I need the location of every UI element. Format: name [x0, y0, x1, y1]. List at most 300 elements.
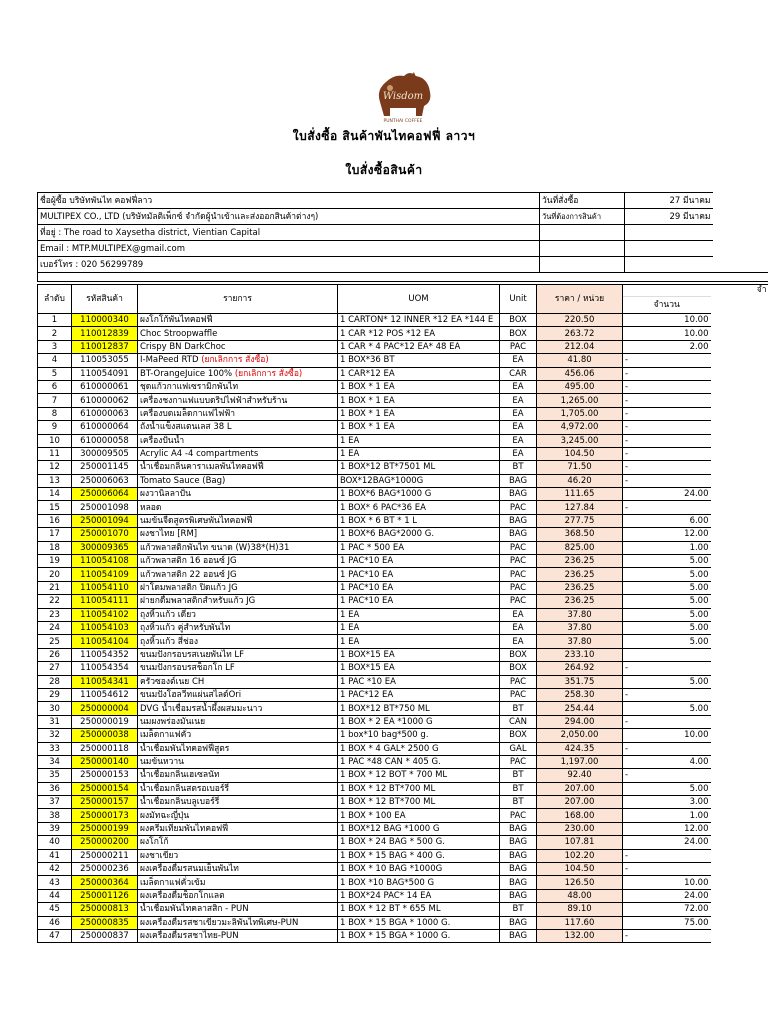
unit-price: 368.50 [537, 528, 623, 541]
table-row [38, 688, 768, 701]
product-unit: EA [500, 407, 537, 420]
company-email: Email : MTP.MULTIPEX@gmail.com [38, 241, 540, 257]
product-name-text: Choc Stroopwaffle [140, 328, 218, 339]
product-name-text: แก้วพลาสติก 16 ออนซ์ JG [140, 556, 237, 567]
product-unit: BAG [500, 488, 537, 501]
product-unit: BT [500, 903, 537, 916]
product-name-text: ถุงหิ้วแก้ว สี่ช่อง [140, 636, 198, 647]
product-code: 110054108 [72, 555, 138, 568]
order-quantity: - [623, 447, 711, 460]
product-code: 250000173 [72, 809, 138, 822]
product-name [138, 903, 338, 916]
product-uom: 1 BOX * 15 BGA * 1000 G. [338, 929, 500, 942]
table-row [38, 568, 768, 581]
product-uom: 1 BOX*6 BAG*1000 G [338, 488, 500, 501]
product-code: 110054104 [72, 635, 138, 648]
order-quantity: 5.00 [623, 702, 711, 715]
product-name-text: น้ำเชื่อมกลิ่นบลูเบอร์รี่ [140, 797, 220, 808]
product-uom: 1 BOX * 1 EA [338, 407, 500, 420]
product-code: 250001126 [72, 889, 138, 902]
unit-price: 207.00 [537, 796, 623, 809]
order-quantity: - [623, 380, 711, 393]
product-uom: 1 PAC*12 EA [338, 688, 500, 701]
product-unit: BOX [500, 314, 537, 327]
product-name-text: เมล็ดกาแฟคั่ว [140, 730, 192, 741]
product-name [138, 488, 338, 501]
product-name-text: ผงเครื่องดื่มรสนมเย็นพันไท [140, 864, 239, 875]
product-uom: 1 BOX*15 EA [338, 648, 500, 661]
product-name-text: ผงวานิลลาปั่น [140, 489, 191, 500]
product-uom: 1 PAC *10 EA [338, 675, 500, 688]
row-number: 15 [38, 501, 72, 514]
unit-price: 2,050.00 [537, 729, 623, 742]
product-name [138, 581, 338, 594]
header-unit: Unit [500, 285, 537, 314]
product-unit: EA [500, 621, 537, 634]
table-row [38, 876, 768, 889]
product-unit: BAG [500, 514, 537, 527]
table-row [38, 528, 768, 541]
order-quantity: 24.00 [623, 889, 711, 902]
product-name-text: I-MaPeed RTD [140, 355, 199, 366]
product-unit: BT [500, 702, 537, 715]
product-code: 250000038 [72, 729, 138, 742]
table-row [38, 354, 768, 367]
product-unit: PAC [500, 541, 537, 554]
order-quantity: - [623, 434, 711, 447]
product-unit: PAC [500, 581, 537, 594]
row-number: 30 [38, 702, 72, 715]
product-name [138, 782, 338, 795]
product-name-text: ชุดแก้วกาแฟเซรามิกพันไท [140, 382, 239, 393]
table-row [38, 822, 768, 835]
order-quantity: 5.00 [623, 635, 711, 648]
unit-price: 264.92 [537, 662, 623, 675]
product-code: 250000019 [72, 715, 138, 728]
order-quantity [623, 648, 711, 661]
row-number: 7 [38, 394, 72, 407]
table-row [38, 488, 768, 501]
row-number: 41 [38, 849, 72, 862]
product-code: 250000200 [72, 836, 138, 849]
table-row [38, 461, 768, 474]
order-quantity: - [623, 421, 711, 434]
unit-price: 126.50 [537, 876, 623, 889]
order-quantity: - [623, 849, 711, 862]
product-uom: 1 BOX*12 BT*7501 ML [338, 461, 500, 474]
product-code: 110012837 [72, 340, 138, 353]
product-name [138, 407, 338, 420]
product-code: 250001094 [72, 514, 138, 527]
product-unit: EA [500, 635, 537, 648]
product-code: 300009365 [72, 541, 138, 554]
product-code: 610000063 [72, 407, 138, 420]
product-name-text: ฝายกดื่มพลาสติกสำหรับแก้ว JG [140, 596, 256, 607]
product-name-text: ถังน้ำแข็งสแตนเลส 38 L [140, 422, 232, 433]
product-name-text: ผงโกโก้พันไทคอฟฟี่ [140, 315, 213, 326]
table-row [38, 662, 768, 675]
product-code: 110054354 [72, 662, 138, 675]
product-name [138, 796, 338, 809]
order-quantity: 1.00 [623, 809, 711, 822]
row-number: 5 [38, 367, 72, 380]
unit-price: 71.50 [537, 461, 623, 474]
order-quantity: - [623, 662, 711, 675]
buyer-name: ชื่อผู้ซื้อ บริษัทพันไท คอฟฟี่ลาว [38, 193, 540, 209]
product-name-text: ผงเครื่องดื่มช็อกโกแลต [140, 890, 225, 901]
product-uom: 1 PAC*10 EA [338, 555, 500, 568]
order-quantity: 10.00 [623, 327, 711, 340]
row-number: 40 [38, 836, 72, 849]
product-name-text: ขนมปังกรอบรสเนยพันไท LF [140, 649, 245, 660]
unit-price: 263.72 [537, 327, 623, 340]
row-number: 34 [38, 755, 72, 768]
table-row [38, 796, 768, 809]
product-code: 250000813 [72, 903, 138, 916]
order-quantity: 2.00 [623, 340, 711, 353]
product-uom: 1 BOX * 100 EA [338, 809, 500, 822]
product-code: 110054109 [72, 568, 138, 581]
table-row [38, 621, 768, 634]
product-name [138, 929, 338, 942]
product-name [138, 715, 338, 728]
product-name-text: น้ำเชื่อมกลิ่นเฮเซลนัท [140, 770, 220, 781]
order-quantity: - [623, 354, 711, 367]
row-number: 18 [38, 541, 72, 554]
header-uom: UOM [338, 285, 500, 314]
unit-price: 277.75 [537, 514, 623, 527]
product-code: 250000140 [72, 755, 138, 768]
product-name [138, 621, 338, 634]
product-name-text: เมล็ดกาแฟคั่วเข้ม [140, 877, 206, 888]
product-uom: 1 PAC*10 EA [338, 568, 500, 581]
product-code: 610000064 [72, 421, 138, 434]
table-row [38, 340, 768, 353]
unit-price: 48.00 [537, 889, 623, 902]
table-row [38, 474, 768, 487]
row-number: 10 [38, 434, 72, 447]
unit-price: 1,705.00 [537, 407, 623, 420]
product-uom: 1 BOX * 15 BGA * 1000 G. [338, 916, 500, 929]
table-row [38, 421, 768, 434]
row-number: 32 [38, 729, 72, 742]
row-number: 22 [38, 595, 72, 608]
order-quantity: 5.00 [623, 675, 711, 688]
product-code: 110054111 [72, 595, 138, 608]
order-quantity: - [623, 501, 711, 514]
product-uom: 1 EA [338, 434, 500, 447]
product-uom: 1 BOX * 2 EA *1000 G [338, 715, 500, 728]
product-uom: 1 BOX * 1 EA [338, 380, 500, 393]
table-row [38, 595, 768, 608]
product-name-text: ผงครีมเทียมพันไทคอฟฟี่ [140, 824, 229, 835]
order-quantity: 75.00 [623, 916, 711, 929]
unit-price: 102.20 [537, 849, 623, 862]
product-name [138, 474, 338, 487]
header-price: ราคา / หน่วย [537, 285, 623, 314]
product-name-text: เครื่องปั่นน้ำ [140, 435, 185, 446]
table-row [38, 501, 768, 514]
product-name [138, 822, 338, 835]
row-number: 37 [38, 796, 72, 809]
product-uom: 1 BOX * 24 BAG * 500 G. [338, 836, 500, 849]
product-uom: 1 CAR * 4 PAC*12 EA* 48 EA [338, 340, 500, 353]
product-uom: 1 CAR *12 POS *12 EA [338, 327, 500, 340]
product-uom: 1 BOX * 15 BAG * 400 G. [338, 849, 500, 862]
product-code: 110054102 [72, 608, 138, 621]
product-code: 250000153 [72, 769, 138, 782]
product-name-text: แก้วพลาสติกพันไท ขนาด (W)38*(H)31 [140, 542, 290, 553]
product-name-text: ผงมัทฉะญี่ปุ่น [140, 810, 190, 821]
table-row [38, 889, 768, 902]
order-quantity: 72.00 [623, 903, 711, 916]
product-name-text: น้ำเชื่อมกลิ่นคาราเมลพันไทคอฟฟี่ [140, 462, 264, 473]
table-row [38, 608, 768, 621]
table-row [38, 863, 768, 876]
product-code: 110054352 [72, 648, 138, 661]
order-quantity: 10.00 [623, 729, 711, 742]
product-name-text: น้ำเชื่อมพันไทคลาสสิก - PUN [140, 904, 249, 915]
table-row [38, 769, 768, 782]
header-no: ลำดับ [38, 285, 72, 314]
order-date-label: วันที่สั่งซื้อ [540, 193, 625, 209]
product-unit: BT [500, 461, 537, 474]
product-code: 250000835 [72, 916, 138, 929]
unit-price: 236.25 [537, 581, 623, 594]
product-unit: BT [500, 782, 537, 795]
order-quantity: - [623, 742, 711, 755]
product-name [138, 555, 338, 568]
product-name [138, 434, 338, 447]
product-unit: PAC [500, 501, 537, 514]
table-row [38, 541, 768, 554]
order-quantity: 5.00 [623, 621, 711, 634]
product-unit: BOX [500, 662, 537, 675]
product-uom: BOX*12BAG*1000G [338, 474, 500, 487]
order-quantity: 5.00 [623, 782, 711, 795]
product-name [138, 769, 338, 782]
product-name [138, 340, 338, 353]
product-name [138, 541, 338, 554]
row-number: 23 [38, 608, 72, 621]
product-unit: EA [500, 421, 537, 434]
product-name-text: DVG น้ำเชื่อมรสน้ำผึ้งผสมมะนาว [140, 703, 263, 714]
header-name: รายการ [138, 285, 338, 314]
product-uom: 1 EA [338, 635, 500, 648]
product-name-text: ถุงหิ้วแก้ว เดี่ยว [140, 609, 196, 620]
product-unit: BAG [500, 836, 537, 849]
order-quantity: 5.00 [623, 555, 711, 568]
product-unit: CAN [500, 715, 537, 728]
table-row [38, 447, 768, 460]
unit-price: 37.80 [537, 621, 623, 634]
product-unit: CAR [500, 367, 537, 380]
row-number: 13 [38, 474, 72, 487]
product-name-text: เครื่องบดเมล็ดกาแฟไฟฟ้า [140, 408, 236, 419]
unit-price: 212.04 [537, 340, 623, 353]
order-quantity: 24.00 [623, 836, 711, 849]
product-name [138, 889, 338, 902]
unit-price: 111.65 [537, 488, 623, 501]
row-number: 36 [38, 782, 72, 795]
table-row [38, 407, 768, 420]
product-name-text: Acrylic A4 -4 compartments [140, 449, 259, 460]
row-number: 14 [38, 488, 72, 501]
product-uom: 1 BOX * 12 BOT * 700 ML [338, 769, 500, 782]
product-name-text: BT-OrangeJuice 100% [140, 368, 233, 379]
product-name [138, 675, 338, 688]
product-unit: EA [500, 608, 537, 621]
order-quantity: - [623, 394, 711, 407]
product-uom: 1 BOX * 1 EA [338, 394, 500, 407]
product-name-text: นมข้นจืดสูตรพิเศษพันไทคอฟฟี่ [140, 516, 253, 527]
product-uom: 1 EA [338, 621, 500, 634]
order-quantity: 1.00 [623, 541, 711, 554]
product-unit: EA [500, 354, 537, 367]
table-row [38, 903, 768, 916]
product-code: 610000061 [72, 380, 138, 393]
product-name [138, 836, 338, 849]
product-uom: 1 BOX * 10 BAG *1000G [338, 863, 500, 876]
product-name [138, 662, 338, 675]
table-row [38, 929, 768, 942]
product-uom: 1 BOX* 6 PAC*36 EA [338, 501, 500, 514]
row-number: 4 [38, 354, 72, 367]
row-number: 35 [38, 769, 72, 782]
row-number: 46 [38, 916, 72, 929]
product-name [138, 729, 338, 742]
order-quantity: 10.00 [623, 314, 711, 327]
product-code: 110054110 [72, 581, 138, 594]
header-code: รหัสสินค้า [72, 285, 138, 314]
product-code: 110054103 [72, 621, 138, 634]
product-name-text: Tomato Sauce (Bag) [140, 475, 226, 486]
product-uom: 1 PAC*10 EA [338, 581, 500, 594]
table-row [38, 836, 768, 849]
product-code: 250006063 [72, 474, 138, 487]
table-row [38, 809, 768, 822]
unit-price: 236.25 [537, 595, 623, 608]
table-row [38, 635, 768, 648]
table-row [38, 648, 768, 661]
order-quantity: 5.00 [623, 595, 711, 608]
product-uom: 1 BOX*15 EA [338, 662, 500, 675]
product-name-text: ถุงหิ้วแก้ว คู่สำหรับพันไท [140, 623, 231, 634]
product-name-text: ขนมปังกรอบรสช็อกโก LF [140, 663, 235, 674]
product-uom: 1 BOX * 12 BT*700 ML [338, 796, 500, 809]
row-number: 24 [38, 621, 72, 634]
order-quantity: - [623, 715, 711, 728]
product-name-text: แก้วพลาสติก 22 ออนซ์ JG [140, 569, 237, 580]
order-info-table [37, 192, 768, 282]
order-quantity: - [623, 863, 711, 876]
product-uom: 1 BOX * 1 EA [338, 421, 500, 434]
product-name [138, 595, 338, 608]
row-number: 33 [38, 742, 72, 755]
row-number: 17 [38, 528, 72, 541]
table-row [38, 755, 768, 768]
product-name-text: ผงชาไทย [RM] [140, 529, 198, 540]
product-name-text: ผงโกโก้ [140, 837, 169, 848]
product-code: 250000211 [72, 849, 138, 862]
product-name-text: ขนมปังโฮลวีทแผ่นสไลด์Ori [140, 690, 242, 701]
product-code: 110054612 [72, 688, 138, 701]
product-name [138, 367, 338, 380]
header-qty-top: จำ [623, 285, 768, 297]
row-number: 21 [38, 581, 72, 594]
unit-price: 254.44 [537, 702, 623, 715]
row-number: 44 [38, 889, 72, 902]
product-name-text: น้ำเชื่อมกลิ่นสตรอเบอร์รี่ [140, 783, 230, 794]
product-unit: PAC [500, 595, 537, 608]
table-row [38, 581, 768, 594]
product-name [138, 568, 338, 581]
product-unit: BAG [500, 528, 537, 541]
unit-price: 104.50 [537, 863, 623, 876]
product-unit: BAG [500, 849, 537, 862]
unit-price: 456.06 [537, 367, 623, 380]
company-logo [370, 68, 436, 124]
product-uom: 1 EA [338, 447, 500, 460]
unit-price: 424.35 [537, 742, 623, 755]
product-unit: BT [500, 769, 537, 782]
product-uom: 1 BOX * 12 BT*700 ML [338, 782, 500, 795]
unit-price: 92.40 [537, 769, 623, 782]
row-number: 16 [38, 514, 72, 527]
table-row [38, 367, 768, 380]
row-number: 6 [38, 380, 72, 393]
product-name [138, 380, 338, 393]
product-code: 110054091 [72, 367, 138, 380]
unit-price: 168.00 [537, 809, 623, 822]
table-row [38, 849, 768, 862]
order-quantity: 24.00 [623, 488, 711, 501]
unit-price: 258.30 [537, 688, 623, 701]
product-uom: 1 box*10 bag*500 g. [338, 729, 500, 742]
unit-price: 3,245.00 [537, 434, 623, 447]
product-unit: BAG [500, 876, 537, 889]
product-name [138, 327, 338, 340]
row-number: 43 [38, 876, 72, 889]
unit-price: 825.00 [537, 541, 623, 554]
company-address: ที่อยู่ : The road to Xaysetha district, Vientian Capital [38, 225, 540, 241]
product-code: 250001098 [72, 501, 138, 514]
product-name-text: ผงเครื่องดื่มรสชาเขียวมะลิพันไทพิเศษ-PUN [140, 917, 299, 928]
order-quantity: 12.00 [623, 822, 711, 835]
table-row [38, 916, 768, 929]
delivery-date-value: 29 มีนาคม [625, 209, 713, 225]
table-row [38, 314, 768, 327]
row-number: 2 [38, 327, 72, 340]
order-quantity: 5.00 [623, 608, 711, 621]
unit-price: 207.00 [537, 782, 623, 795]
table-row [38, 514, 768, 527]
row-number: 45 [38, 903, 72, 916]
product-unit: EA [500, 380, 537, 393]
product-unit: BAG [500, 474, 537, 487]
product-name [138, 314, 338, 327]
product-unit: GAL [500, 742, 537, 755]
product-code: 250000236 [72, 863, 138, 876]
row-number: 38 [38, 809, 72, 822]
unit-price: 495.00 [537, 380, 623, 393]
product-uom: 1 BOX*12 BT*750 ML [338, 702, 500, 715]
product-code: 250001070 [72, 528, 138, 541]
product-name-text: ผงชาเขียว [140, 850, 179, 861]
document-subtitle: ใบสั่งซื้อสินค้า [345, 163, 423, 177]
row-number: 25 [38, 635, 72, 648]
company-phone: เบอร์โทร : 020 56299789 [38, 257, 540, 273]
